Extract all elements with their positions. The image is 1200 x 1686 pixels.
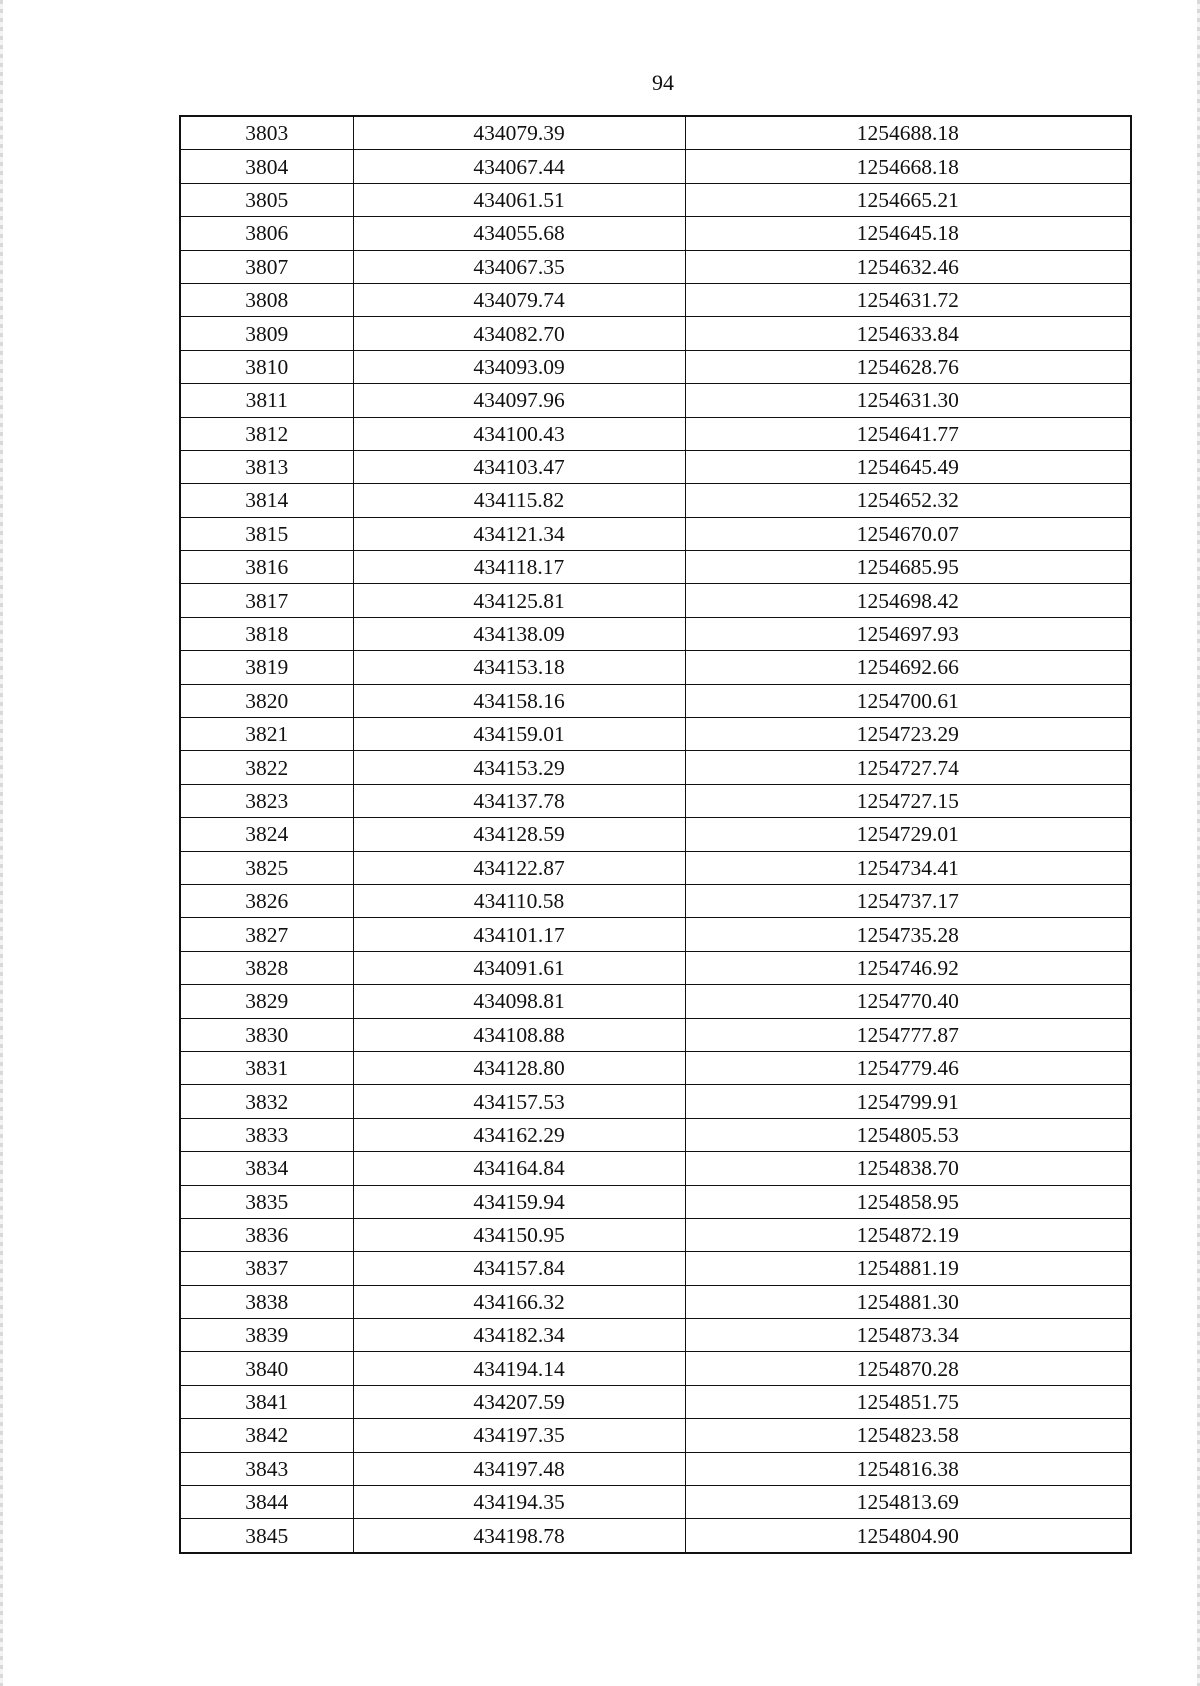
x-coordinate-cell: 434125.81	[353, 584, 685, 617]
x-coordinate-cell: 434194.35	[353, 1486, 685, 1519]
x-coordinate-cell: 434198.78	[353, 1519, 685, 1553]
point-number-cell: 3805	[180, 183, 353, 216]
table-row	[180, 985, 1131, 1018]
x-coordinate-cell: 434122.87	[353, 851, 685, 884]
x-coordinate-cell: 434110.58	[353, 884, 685, 917]
point-number-cell: 3834	[180, 1152, 353, 1185]
x-coordinate-cell: 434157.53	[353, 1085, 685, 1118]
x-coordinate-cell: 434055.68	[353, 217, 685, 250]
y-coordinate-cell: 1254870.28	[685, 1352, 1131, 1385]
table-row	[180, 1218, 1131, 1251]
point-number-cell: 3818	[180, 617, 353, 650]
x-coordinate-cell: 434153.29	[353, 751, 685, 784]
y-coordinate-cell: 1254723.29	[685, 718, 1131, 751]
page-number: 94	[652, 70, 674, 95]
x-coordinate-cell: 434093.09	[353, 350, 685, 383]
x-coordinate-cell: 434098.81	[353, 985, 685, 1018]
table-row	[180, 1486, 1131, 1519]
table-row	[180, 684, 1131, 717]
point-number-cell: 3843	[180, 1452, 353, 1485]
y-coordinate-cell: 1254858.95	[685, 1185, 1131, 1218]
x-coordinate-cell: 434079.74	[353, 283, 685, 316]
x-coordinate-cell: 434159.01	[353, 718, 685, 751]
point-number-cell: 3838	[180, 1285, 353, 1318]
point-number-cell: 3837	[180, 1252, 353, 1285]
y-coordinate-cell: 1254881.19	[685, 1252, 1131, 1285]
point-number-cell: 3820	[180, 684, 353, 717]
table-row	[180, 317, 1131, 350]
point-number-cell: 3842	[180, 1419, 353, 1452]
y-coordinate-cell: 1254697.93	[685, 617, 1131, 650]
table-row	[180, 617, 1131, 650]
x-coordinate-cell: 434182.34	[353, 1319, 685, 1352]
table-row	[180, 851, 1131, 884]
x-coordinate-cell: 434100.43	[353, 417, 685, 450]
point-number-cell: 3830	[180, 1018, 353, 1051]
point-number-cell: 3821	[180, 718, 353, 751]
point-number-cell: 3814	[180, 484, 353, 517]
point-number-cell: 3807	[180, 250, 353, 283]
y-coordinate-cell: 1254645.18	[685, 217, 1131, 250]
table-row	[180, 1018, 1131, 1051]
y-coordinate-cell: 1254700.61	[685, 684, 1131, 717]
point-number-cell: 3809	[180, 317, 353, 350]
x-coordinate-cell: 434138.09	[353, 617, 685, 650]
table-row	[180, 818, 1131, 851]
point-number-cell: 3836	[180, 1218, 353, 1251]
table-row	[180, 217, 1131, 250]
point-number-cell: 3816	[180, 551, 353, 584]
table-row	[180, 417, 1131, 450]
x-coordinate-cell: 434067.44	[353, 150, 685, 183]
point-number-cell: 3841	[180, 1385, 353, 1418]
y-coordinate-cell: 1254851.75	[685, 1385, 1131, 1418]
table-row	[180, 784, 1131, 817]
scan-edge-left	[0, 0, 3, 1686]
table-row	[180, 1152, 1131, 1185]
y-coordinate-cell: 1254698.42	[685, 584, 1131, 617]
point-number-cell: 3839	[180, 1319, 353, 1352]
y-coordinate-cell: 1254729.01	[685, 818, 1131, 851]
table-row	[180, 1452, 1131, 1485]
point-number-cell: 3817	[180, 584, 353, 617]
table-row	[180, 1319, 1131, 1352]
table-row	[180, 450, 1131, 483]
y-coordinate-cell: 1254652.32	[685, 484, 1131, 517]
y-coordinate-cell: 1254631.30	[685, 384, 1131, 417]
table-row	[180, 1352, 1131, 1385]
point-number-cell: 3803	[180, 116, 353, 150]
table-row	[180, 1519, 1131, 1553]
x-coordinate-cell: 434207.59	[353, 1385, 685, 1418]
coordinate-table-body	[180, 116, 1131, 1553]
table-row	[180, 718, 1131, 751]
point-number-cell: 3827	[180, 918, 353, 951]
x-coordinate-cell: 434082.70	[353, 317, 685, 350]
x-coordinate-cell: 434153.18	[353, 651, 685, 684]
coordinate-table	[179, 115, 1132, 1554]
point-number-cell: 3810	[180, 350, 353, 383]
table-row	[180, 584, 1131, 617]
y-coordinate-cell: 1254838.70	[685, 1152, 1131, 1185]
x-coordinate-cell: 434079.39	[353, 116, 685, 150]
y-coordinate-cell: 1254816.38	[685, 1452, 1131, 1485]
y-coordinate-cell: 1254737.17	[685, 884, 1131, 917]
y-coordinate-cell: 1254734.41	[685, 851, 1131, 884]
table-row	[180, 350, 1131, 383]
table-row	[180, 951, 1131, 984]
x-coordinate-cell: 434158.16	[353, 684, 685, 717]
x-coordinate-cell: 434150.95	[353, 1218, 685, 1251]
y-coordinate-cell: 1254881.30	[685, 1285, 1131, 1318]
table-row	[180, 884, 1131, 917]
y-coordinate-cell: 1254746.92	[685, 951, 1131, 984]
point-number-cell: 3832	[180, 1085, 353, 1118]
x-coordinate-cell: 434115.82	[353, 484, 685, 517]
point-number-cell: 3828	[180, 951, 353, 984]
table-row	[180, 517, 1131, 550]
x-coordinate-cell: 434108.88	[353, 1018, 685, 1051]
table-row	[180, 384, 1131, 417]
point-number-cell: 3835	[180, 1185, 353, 1218]
x-coordinate-cell: 434194.14	[353, 1352, 685, 1385]
y-coordinate-cell: 1254770.40	[685, 985, 1131, 1018]
x-coordinate-cell: 434137.78	[353, 784, 685, 817]
table-row	[180, 551, 1131, 584]
table-row	[180, 150, 1131, 183]
x-coordinate-cell: 434128.59	[353, 818, 685, 851]
point-number-cell: 3815	[180, 517, 353, 550]
point-number-cell: 3811	[180, 384, 353, 417]
y-coordinate-cell: 1254805.53	[685, 1118, 1131, 1151]
x-coordinate-cell: 434164.84	[353, 1152, 685, 1185]
point-number-cell: 3819	[180, 651, 353, 684]
y-coordinate-cell: 1254779.46	[685, 1051, 1131, 1084]
y-coordinate-cell: 1254632.46	[685, 250, 1131, 283]
point-number-cell: 3822	[180, 751, 353, 784]
x-coordinate-cell: 434121.34	[353, 517, 685, 550]
table-row	[180, 1118, 1131, 1151]
table-row	[180, 1285, 1131, 1318]
y-coordinate-cell: 1254688.18	[685, 116, 1131, 150]
x-coordinate-cell: 434103.47	[353, 450, 685, 483]
y-coordinate-cell: 1254727.74	[685, 751, 1131, 784]
y-coordinate-cell: 1254872.19	[685, 1218, 1131, 1251]
y-coordinate-cell: 1254804.90	[685, 1519, 1131, 1553]
table-row	[180, 183, 1131, 216]
x-coordinate-cell: 434128.80	[353, 1051, 685, 1084]
x-coordinate-cell: 434101.17	[353, 918, 685, 951]
x-coordinate-cell: 434157.84	[353, 1252, 685, 1285]
x-coordinate-cell: 434118.17	[353, 551, 685, 584]
table-row	[180, 1419, 1131, 1452]
point-number-cell: 3825	[180, 851, 353, 884]
table-row	[180, 751, 1131, 784]
point-number-cell: 3840	[180, 1352, 353, 1385]
table-row	[180, 1185, 1131, 1218]
x-coordinate-cell: 434166.32	[353, 1285, 685, 1318]
table-row	[180, 651, 1131, 684]
point-number-cell: 3829	[180, 985, 353, 1018]
point-number-cell: 3804	[180, 150, 353, 183]
y-coordinate-cell: 1254873.34	[685, 1319, 1131, 1352]
y-coordinate-cell: 1254813.69	[685, 1486, 1131, 1519]
x-coordinate-cell: 434091.61	[353, 951, 685, 984]
point-number-cell: 3831	[180, 1051, 353, 1084]
table-row	[180, 1051, 1131, 1084]
y-coordinate-cell: 1254628.76	[685, 350, 1131, 383]
y-coordinate-cell: 1254777.87	[685, 1018, 1131, 1051]
y-coordinate-cell: 1254665.21	[685, 183, 1131, 216]
point-number-cell: 3823	[180, 784, 353, 817]
point-number-cell: 3808	[180, 283, 353, 316]
point-number-cell: 3812	[180, 417, 353, 450]
y-coordinate-cell: 1254685.95	[685, 551, 1131, 584]
x-coordinate-cell: 434197.35	[353, 1419, 685, 1452]
y-coordinate-cell: 1254799.91	[685, 1085, 1131, 1118]
table-row	[180, 484, 1131, 517]
y-coordinate-cell: 1254633.84	[685, 317, 1131, 350]
table-row	[180, 1252, 1131, 1285]
x-coordinate-cell: 434097.96	[353, 384, 685, 417]
point-number-cell: 3824	[180, 818, 353, 851]
y-coordinate-cell: 1254641.77	[685, 417, 1131, 450]
point-number-cell: 3845	[180, 1519, 353, 1553]
table-row	[180, 250, 1131, 283]
point-number-cell: 3833	[180, 1118, 353, 1151]
table-row	[180, 283, 1131, 316]
x-coordinate-cell: 434159.94	[353, 1185, 685, 1218]
y-coordinate-cell: 1254823.58	[685, 1419, 1131, 1452]
point-number-cell: 3844	[180, 1486, 353, 1519]
y-coordinate-cell: 1254668.18	[685, 150, 1131, 183]
x-coordinate-cell: 434061.51	[353, 183, 685, 216]
table-row	[180, 116, 1131, 150]
y-coordinate-cell: 1254727.15	[685, 784, 1131, 817]
x-coordinate-cell: 434067.35	[353, 250, 685, 283]
y-coordinate-cell: 1254735.28	[685, 918, 1131, 951]
y-coordinate-cell: 1254631.72	[685, 283, 1131, 316]
point-number-cell: 3806	[180, 217, 353, 250]
y-coordinate-cell: 1254670.07	[685, 517, 1131, 550]
table-row	[180, 918, 1131, 951]
table-row	[180, 1085, 1131, 1118]
x-coordinate-cell: 434197.48	[353, 1452, 685, 1485]
y-coordinate-cell: 1254692.66	[685, 651, 1131, 684]
point-number-cell: 3826	[180, 884, 353, 917]
y-coordinate-cell: 1254645.49	[685, 450, 1131, 483]
point-number-cell: 3813	[180, 450, 353, 483]
x-coordinate-cell: 434162.29	[353, 1118, 685, 1151]
table-row	[180, 1385, 1131, 1418]
